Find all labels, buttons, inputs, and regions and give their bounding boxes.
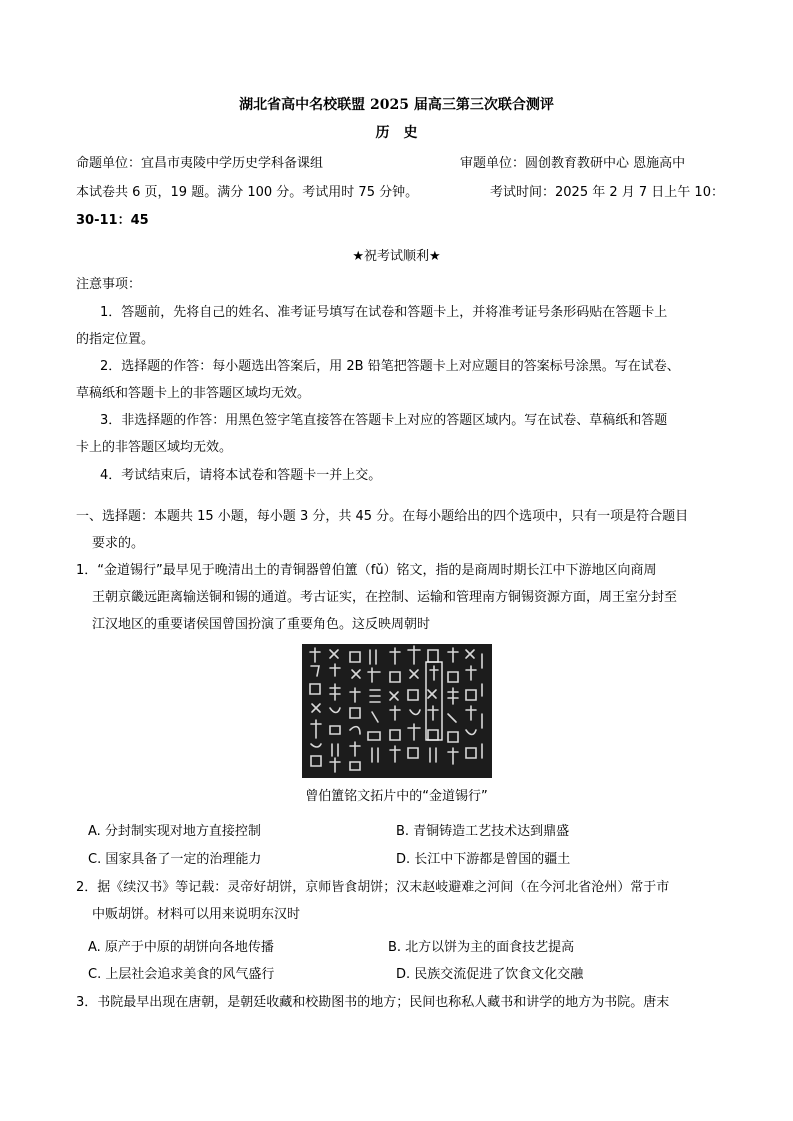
question-1-option-b[interactable]: B. 青铜铸造工艺技术达到鼎盛 — [396, 824, 570, 839]
note-4: 4．考试结束后，请将本试卷和答题卡一并上交。 — [100, 468, 382, 483]
question-2-option-a[interactable]: A. 原产于中原的胡饼向各地传播 — [88, 940, 274, 955]
reviewer-unit: 审题单位：圆创教育教研中心 恩施高中 — [460, 156, 686, 171]
rubbing-texture — [302, 644, 492, 778]
proposer-unit: 命题单位：宜昌市夷陵中学历史学科备课组 — [76, 156, 324, 171]
exam-time: 考试时间：2025 年 2 月 7 日上午 10： — [490, 185, 724, 200]
question-1-stem: 1．“金道锡行”最早见于晚清出土的青铜器曾伯簠（fǔ）铭文，指的是商周时期长江中下游地区向商周 — [76, 563, 657, 578]
note-1: 1．答题前，先将自己的姓名、准考证号填写在试卷和答题卡上，并将准考证号条形码贴在答题卡上 — [100, 305, 668, 320]
blessing-text: ★祝考试顺利★ — [352, 249, 441, 264]
question-1-option-a[interactable]: A. 分封制实现对地方直接控制 — [88, 824, 261, 839]
inscription-rubbing-image — [302, 644, 492, 778]
exam-title: 湖北省高中名校联盟 2025 届高三第三次联合测评 — [239, 97, 554, 113]
note-3-continued: 卡上的非答题区域均无效。 — [76, 440, 233, 455]
exam-info: 本试卷共 6 页，19 题。满分 100 分。考试用时 75 分钟。 — [76, 185, 419, 200]
question-1-stem-line-2: 王朝京畿远距离输送铜和锡的通道。考古证实，在控制、运输和管理南方铜锡资源方面，周王室分封至 — [92, 590, 678, 605]
question-2-option-b[interactable]: B. 北方以饼为主的面食技艺提高 — [388, 940, 575, 955]
note-3: 3．非选择题的作答：用黑色签字笔直接答在答题卡上对应的答题区域内。写在试卷、草稿纸和答题 — [100, 413, 668, 428]
question-1-option-d[interactable]: D. 长江中下游都是曾国的疆土 — [396, 852, 571, 867]
question-2-stem: 2．据《续汉书》等记载：灵帝好胡饼，京师皆食胡饼；汉末赵岐避难之河间（在今河北省沧州）常于市 — [76, 880, 670, 895]
question-3-stem: 3．书院最早出现在唐朝，是朝廷收藏和校勘图书的地方；民间也称私人藏书和讲学的地方为书院。唐末 — [76, 995, 670, 1010]
section-heading: 一、选择题：本题共 15 小题，每小题 3 分，共 45 分。在每小题给出的四个选项中，只有一项是符合题目 — [76, 509, 689, 524]
figure-caption: 曾伯簠铭文拓片中的“金道锡行” — [305, 789, 488, 804]
exam-time-continued: 30-11：45 — [76, 213, 149, 228]
question-2-option-d[interactable]: D. 民族交流促进了饮食文化交融 — [396, 967, 584, 982]
note-2: 2．选择题的作答：每小题选出答案后，用 2B 铅笔把答题卡上对应题目的答案标号涂黑。写在试卷、 — [100, 359, 680, 374]
section-heading-continued: 要求的。 — [92, 536, 145, 551]
note-1-continued: 的指定位置。 — [76, 332, 155, 347]
notes-heading: 注意事项： — [76, 277, 142, 292]
subject-title: 历 史 — [375, 125, 418, 141]
question-1-option-c[interactable]: C. 国家具备了一定的治理能力 — [88, 852, 262, 867]
note-2-continued: 草稿纸和答题卡上的非答题区域均无效。 — [76, 386, 311, 401]
question-1-stem-line-3: 江汉地区的重要诸侯国曾国扮演了重要角色。这反映周朝时 — [92, 617, 431, 632]
question-2-option-c[interactable]: C. 上层社会追求美食的风气盛行 — [88, 967, 275, 982]
question-2-stem-line-2: 中贩胡饼。材料可以用来说明东汉时 — [92, 907, 301, 922]
